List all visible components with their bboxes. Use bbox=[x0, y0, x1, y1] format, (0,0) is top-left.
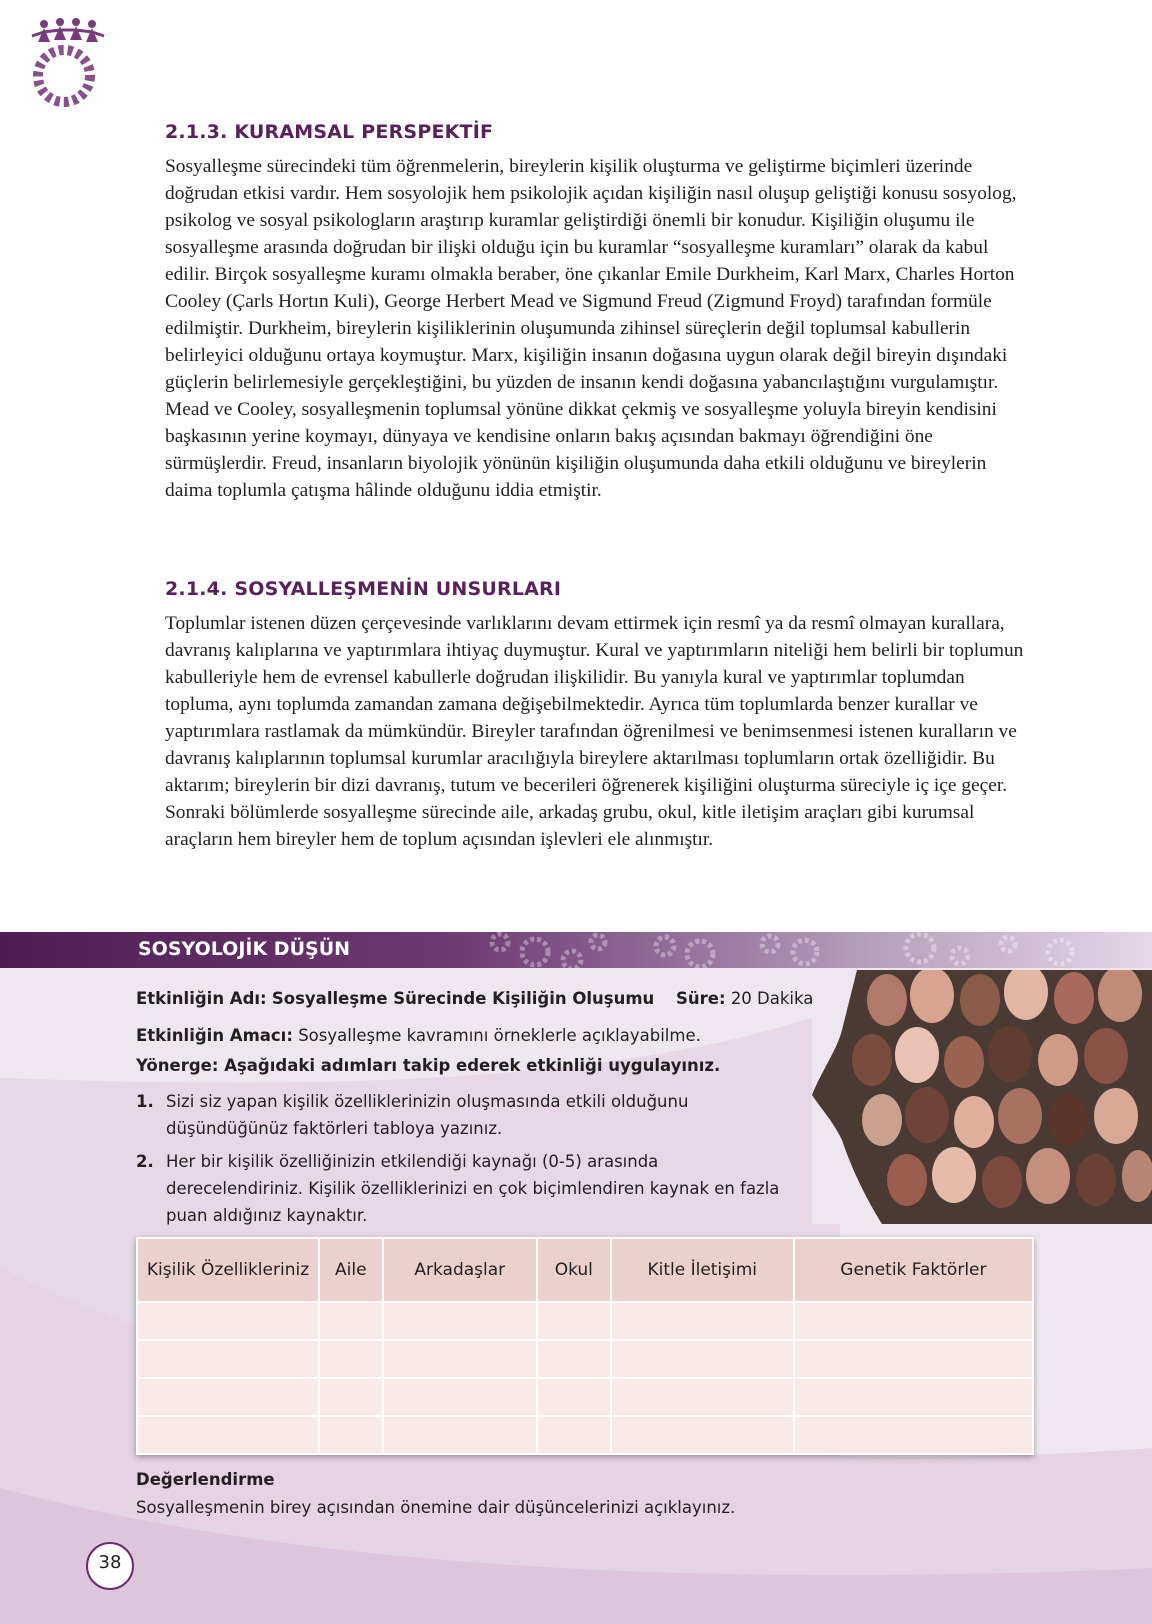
table-header-row bbox=[137, 1238, 1033, 1302]
activity-name-label: Etkinliğin Adı: bbox=[136, 989, 267, 1008]
table-header-cell: Genetik Faktörler bbox=[794, 1238, 1033, 1302]
activity-duration-label: Süre: bbox=[676, 989, 726, 1008]
activity-duration-value: 20 Dakika bbox=[730, 989, 814, 1008]
table-cell[interactable] bbox=[383, 1378, 537, 1416]
table-cell[interactable] bbox=[383, 1416, 537, 1454]
table-header-cell: Kitle İletişimi bbox=[611, 1238, 794, 1302]
table-cell[interactable] bbox=[794, 1416, 1033, 1454]
section-heading-sosyallesmenin-unsurlari: 2.1.4. SOSYALLEŞMENİN UNSURLARI bbox=[165, 578, 562, 600]
table-cell[interactable] bbox=[537, 1378, 611, 1416]
table-row bbox=[137, 1340, 1033, 1378]
table-row bbox=[137, 1416, 1033, 1454]
table-cell[interactable] bbox=[319, 1340, 383, 1378]
evaluation-title: Değerlendirme bbox=[136, 1470, 275, 1489]
people-circle-logo bbox=[14, 14, 110, 124]
table-row bbox=[137, 1302, 1033, 1340]
table-cell[interactable] bbox=[537, 1416, 611, 1454]
table-cell[interactable] bbox=[137, 1378, 319, 1416]
activity-steps-list bbox=[136, 1088, 796, 1235]
table-cell[interactable] bbox=[794, 1302, 1033, 1340]
section-heading-kuramsal-perspektif: 2.1.3. KURAMSAL PERSPEKTİF bbox=[165, 121, 494, 143]
activity-step-2 bbox=[136, 1148, 796, 1229]
section-paragraph-kuramsal-perspektif: Sosyalleşme sürecindeki tüm öğrenmelerin, bireylerin kişilik oluşturma ve geliştirme biçimleri üzerinde doğrudan etkisi vardır. Hem sosyolojik hem psikolojik açıdan kişiliğin nasıl oluşup geliştiği konusu sosyolog, psikolog ve sosyal psikologların araştırıp kuramlar geliştirdiği önemli bir konudur. Kişiliğin oluşumu ile sosyalleşme arasında doğrudan bir ilişki olduğu için bu kuramlar “sosyalleşme kuramları” olarak da kabul edilir. Birçok sosyalleşme kuramı olmakla beraber, öne çıkanlar Emile Durkheim, Karl Marx, Charles Horton Cooley (Çarls Hortın Kuli), George Herbert Mead ve Sigmund Freud (Zigmund Froyd) tarafından formüle edilmiştir. Durkheim, bireylerin kişiliklerinin oluşumunda zihinsel süreçlerin değil toplumsal kabullerin belirleyici olduğunu ortaya koymuştur. Marx, kişiliğin insanın doğasına uygun olarak değil bireyin dışındaki güçlerin belirlemesiyle gerçekleştiğini, bu yüzden de insanın kendi doğasına yabancılaştığını vurgulamıştır. Mead ve Cooley, sosyalleşmenin toplumsal yönüne dikkat çekmiş ve sosyalleşme yoluyla bireyin kendisini başkasının yerine koymayı, dünyaya ve kendisine onların bakış açısından bakmayı öğrendiğini öne sürmüşlerdir. Freud, insanların biyolojik yönünün kişiliğin oluşumunda daha etkili olduğunu ve bireylerin daima toplumla çatışma hâlinde olduğunu iddia etmiştir. bbox=[165, 156, 1017, 501]
table-cell[interactable] bbox=[611, 1340, 794, 1378]
table-cell[interactable] bbox=[137, 1340, 319, 1378]
table-header-cell: Arkadaşlar bbox=[383, 1238, 537, 1302]
table-cell[interactable] bbox=[611, 1302, 794, 1340]
activity-name-line bbox=[136, 989, 654, 1008]
section-paragraph-sosyallesmenin-unsurlari: Toplumlar istenen düzen çerçevesinde varlıklarını devam ettirmek için resmî ya da resmî olmayan kurallara, davranış kalıplarına ve yaptırımlara ihtiyaç duymuştur. Kural ve yaptırımların niteliği hem belirli bir toplumun kabulleriyle hem de evrensel kabullerle doğrudan ilişkilidir. Bu yanıyla kural ve yaptırımlar toplumdan topluma, aynı toplumda zamandan zamana değişebilmektedir. Ayrıca tüm toplumlarda benzer kurallar ve yaptırımlara rastlamak da mümkündür. Bireyler tarafından öğrenilmesi ve benimsenmesi istenen kuralların ve davranış kalıplarının toplumsal kurumlar aracılığıyla bireylere aktarılması toplumların ortak özelliğidir. Bu aktarım; bireylerin bir dizi davranış, tutum ve becerileri öğrenerek kişiliğini oluşturma süreciyle iç içe geçer. Sonraki bölümlerde sosyalleşme sürecinde aile, arkadaş grubu, okul, kitle iletişim araçları gibi kurumsal araçların hem bireyler hem de toplum açısından işlevleri ele alınmıştır. bbox=[165, 613, 1024, 850]
table-cell[interactable] bbox=[537, 1340, 611, 1378]
activity-band-title: SOSYOLOJİK DÜŞÜN bbox=[138, 938, 351, 960]
activity-name-value: Sosyalleşme Sürecinde Kişiliğin Oluşumu bbox=[271, 989, 655, 1008]
table-cell[interactable] bbox=[319, 1302, 383, 1340]
step-number: 2. bbox=[136, 1152, 154, 1171]
evaluation-text: Sosyalleşmenin birey açısından önemine dair düşüncelerinizi açıklayınız. bbox=[136, 1498, 736, 1517]
activity-instruction-line bbox=[136, 1056, 720, 1075]
table-cell[interactable] bbox=[319, 1378, 383, 1416]
page-number: 38 bbox=[98, 1552, 122, 1573]
personality-sources-table bbox=[136, 1237, 1034, 1455]
activity-instruction-label: Yönerge: bbox=[136, 1056, 219, 1075]
table-header-cell: Aile bbox=[319, 1238, 383, 1302]
table-cell[interactable] bbox=[383, 1340, 537, 1378]
table-cell[interactable] bbox=[537, 1302, 611, 1340]
activity-aim-value: Sosyalleşme kavramını örneklerle açıklayabilme. bbox=[298, 1026, 701, 1045]
table-cell[interactable] bbox=[794, 1378, 1033, 1416]
activity-aim-line bbox=[136, 1026, 701, 1045]
table-cell[interactable] bbox=[137, 1416, 319, 1454]
activity-duration-line bbox=[676, 989, 813, 1008]
table-cell[interactable] bbox=[611, 1416, 794, 1454]
table-cell[interactable] bbox=[137, 1302, 319, 1340]
table-row bbox=[137, 1378, 1033, 1416]
table-cell[interactable] bbox=[611, 1378, 794, 1416]
step-number: 1. bbox=[136, 1092, 154, 1111]
table-cell[interactable] bbox=[794, 1340, 1033, 1378]
paper-faces-illustration bbox=[812, 970, 1152, 1224]
activity-instruction-value: Aşağıdaki adımları takip ederek etkinliği uygulayınız. bbox=[224, 1056, 721, 1075]
table-header-cell: Kişilik Özellikleriniz bbox=[137, 1238, 319, 1302]
table-cell[interactable] bbox=[383, 1302, 537, 1340]
activity-aim-label: Etkinliğin Amacı: bbox=[136, 1026, 293, 1045]
table-header-cell: Okul bbox=[537, 1238, 611, 1302]
activity-step-1 bbox=[136, 1088, 796, 1142]
step-text: Her bir kişilik özelliğinizin etkilendiği kaynağı (0-5) arasında derecelendiriniz. Kişilik özelliklerinizi en çok biçimlendiren kaynak en fazla puan aldığınız kaynaktır. bbox=[166, 1152, 780, 1225]
step-text: Sizi siz yapan kişilik özelliklerinizin oluşmasında etkili olduğunu düşündüğünüz faktörleri tabloya yazınız. bbox=[166, 1092, 689, 1138]
table-cell[interactable] bbox=[319, 1416, 383, 1454]
